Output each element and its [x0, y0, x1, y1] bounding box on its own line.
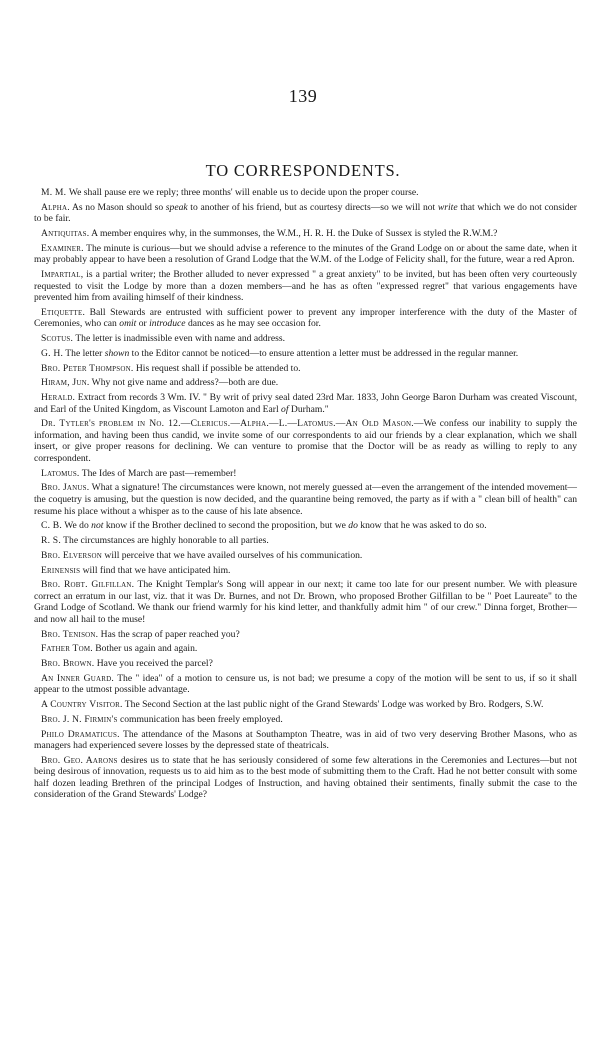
correspondent-name: Bro. Robt. Gilfillan.: [41, 579, 135, 591]
entry-text: As no Mason should so: [69, 201, 166, 213]
correspondent-name: Erinensis: [41, 564, 81, 576]
entry-text: is a partial writer; the Brother alluded to never expressed " a great anxiety" to be invited, but has been often very courteously requested to visit the Lodge by more than a dozen members—and he has as often "expressed regret" that various engagements have prevented him from availing himself of their kindness.: [34, 269, 577, 304]
correspondents-list: [34, 187, 577, 804]
emphasis-text: shown: [104, 347, 130, 359]
correspondent-entry: [34, 269, 577, 304]
correspondent-entry: [34, 363, 577, 375]
entry-text: know that he was asked to do so.: [357, 520, 487, 532]
entry-text: A member enquires why, in the summonses, the W.M., H. R. H. the Duke of Sussex is styled the R.W.M.?: [89, 228, 498, 240]
entry-text: Bother us again and again.: [92, 643, 198, 655]
correspondent-name: Bro. Elverson: [41, 549, 103, 561]
entry-text: The circumstances are highly honorable to all parties.: [60, 535, 269, 547]
correspondent-name: Scotus.: [41, 333, 74, 345]
correspondent-name: Alpha.: [41, 201, 70, 213]
correspondent-name: An Inner Guard.: [41, 672, 115, 684]
correspondent-name: M. M.: [41, 187, 69, 198]
correspondent-name: Bro. Brown.: [41, 658, 95, 670]
entry-text: The Knight Templar's Song will appear in our next; it came too late for our present number. We with pleasure correct an erratum in our last, viz. that it was Dr. Burnes, and not Dr. Brown, who proposed Brother Gilfillan to be " Poet Laureate" to the Grand Lodge of Scotland. We thank our friend warmly for his kind letter, and thankfully admit him " of our crew." Dinna forget, Brother—and now all hail to the muse!: [34, 579, 577, 625]
correspondent-name: R. S.: [41, 535, 61, 547]
correspondent-name: Antiquitas.: [41, 228, 90, 240]
correspondent-name: Bro. Geo. Aarons: [41, 754, 118, 766]
entry-text: to another of his friend, but as courtesy directs—so we will not: [187, 201, 438, 213]
emphasis-text: write: [437, 201, 458, 213]
entry-text: The Ides of March are past—remember!: [79, 467, 237, 479]
correspondent-name: Philo Dramaticus.: [41, 728, 120, 740]
correspondent-name: C. B.: [41, 520, 62, 532]
correspondent-name: Bro. J. N. Firmin's: [41, 713, 118, 725]
entry-text: desires us to state that he has seriously considered of some few alterations in the Ceremonies and Lectures—but not being desirous of innovation, requests us to aid him as to the best mode of submitting them to the Craft. Had he not better consult with some half dozen leading Brethren of the principal Lodges of Instruction, and having obtained their sentiments, finally submit the case to the consideration of the Grand Stewards' Lodge?: [34, 754, 577, 801]
entry-text: The Second Section at the last public night of the Grand Stewards' Lodge was worked by Bro. Rodgers, S.W.: [122, 699, 544, 711]
emphasis-text: introduce: [149, 318, 186, 330]
emphasis-text: not: [91, 520, 104, 532]
entry-text: What a signature! The circumstances were known, not merely guessed at—even the arrangement of the intended movement—the coquetry is amusing, but the question is now decided, and the quarantine being removed, the party as if with a " clean bill of health" can resume his place without a whisper as to the cause of his late absence.: [34, 482, 578, 517]
correspondent-name: Impartial,: [41, 269, 84, 281]
entry-text: The attendance of the Masons at Southampton Theatre, was in aid of two very deserving Brother Masons, who as managers had experienced severe losses by the depressed state of theatricals.: [34, 728, 577, 752]
entry-text: Has the scrap of paper reached you?: [98, 628, 240, 640]
correspondent-name: Bro. Janus.: [41, 482, 90, 494]
correspondent-name: Herald.: [41, 392, 76, 404]
entry-text: The " idea" of a motion to censure us, is not bad; we presume a copy of the motion will be sent to us, if so it shall appear to the utmost possible advantage.: [34, 672, 577, 696]
correspondent-entry: [34, 579, 577, 625]
entry-text: —We confess our inability to supply the information, and having been thus candid, we invite some of our correspondents to aid our friends by a clear explanation, which we shall insert, or give proper reasons for declining. We can venture to promise that the Doctor will be as ready as willing to reply to any correspondent.: [34, 418, 577, 464]
correspondent-entry: [34, 202, 577, 225]
correspondent-name: Bro. Peter Thompson.: [41, 362, 134, 374]
correspondent-entry: [34, 228, 577, 240]
entry-text: We do: [62, 520, 92, 532]
entry-text: The minute is curious—but we should advise a reference to the minutes of the Grand Lodge on or about the same date, when it may probably appear to have been a resolution of Grand Lodge that the W.M. of the Lodge of Felicity shall, for the future, wear a red Apron.: [34, 242, 577, 266]
correspondent-name: Bro. Tenison.: [41, 628, 99, 640]
correspondent-entry: [34, 468, 577, 480]
correspondent-name: Father Tom.: [41, 643, 93, 655]
correspondent-name: G. H.: [41, 347, 64, 359]
correspondent-entry: [34, 755, 577, 801]
entry-text: know if the Brother declined to second the proposition, but we: [103, 520, 349, 532]
entry-text: Have you received the parcel?: [94, 658, 213, 670]
correspondent-entry: [34, 333, 577, 345]
correspondent-entry: [34, 714, 577, 726]
entry-text: will perceive that we have availed ourselves of his communication.: [102, 549, 363, 561]
entry-text: that which we do not consider to be fair.: [34, 201, 577, 225]
entry-text: The letter: [63, 347, 105, 359]
correspondent-entry: [34, 550, 577, 562]
entry-text: Extract from records 3 Wm. IV. " By writ of privy seal dated 23rd Mar. 1833, John George Baron Durham was created Viscount, and Earl of the United Kingdom, as Viscount Lamoton and Earl: [34, 392, 577, 415]
correspondent-entry: [34, 535, 577, 547]
emphasis-text: do: [348, 520, 358, 532]
correspondent-entry: [34, 673, 577, 696]
correspondent-entry: [34, 392, 577, 415]
page-number: 139: [288, 86, 318, 106]
correspondent-entry: [34, 629, 577, 641]
correspondent-name: A Country Visitor.: [41, 699, 123, 711]
correspondent-entry: [34, 729, 577, 752]
entry-text: Durham.": [288, 403, 329, 415]
correspondent-entry: [34, 187, 577, 199]
entry-text: will find that we have anticipated him.: [80, 564, 231, 576]
entry-text: The letter is inadmissible even with name and address.: [73, 333, 285, 345]
entry-text: to the Editor cannot be noticed—to ensure attention a letter must be addressed in the regular manner.: [129, 347, 519, 359]
correspondent-entry: [34, 377, 577, 389]
correspondent-entry: [34, 243, 577, 266]
entry-text: or: [136, 318, 150, 330]
correspondent-name: Etiquette.: [41, 306, 86, 318]
entry-text: Ball Stewards are entrusted with sufficient power to prevent any improper interference with the duty of the Master of Ceremonies, who can: [34, 306, 577, 330]
correspondent-entry: [34, 482, 577, 517]
correspondent-name: Latomus.: [41, 467, 80, 479]
emphasis-text: omit: [119, 318, 137, 330]
correspondent-name: Hiram, Jun.: [41, 377, 90, 389]
correspondent-name: Examiner.: [41, 242, 84, 254]
entry-text: dances as he may see occasion for.: [185, 318, 321, 330]
page-title: TO CORRESPONDENTS.: [205, 161, 401, 181]
correspondent-entry: [34, 520, 577, 532]
correspondent-name: Dr. Tytler's problem in No. 12.—Clericus.—Alpha.—L.—Latomus.—An Old Mason.: [41, 418, 414, 430]
correspondent-entry: [34, 348, 577, 360]
entry-text: We shall pause ere we reply; three months' will enable us to decide upon the proper course.: [68, 187, 419, 198]
correspondent-entry: [34, 658, 577, 670]
correspondent-entry: [34, 643, 577, 655]
entry-text: His request shall if possible be attended to.: [133, 362, 301, 374]
entry-text: communication has been freely employed.: [117, 713, 283, 725]
correspondent-entry: [34, 565, 577, 577]
emphasis-text: of: [281, 403, 289, 415]
correspondent-entry: [34, 418, 577, 464]
correspondent-entry: [34, 307, 577, 330]
emphasis-text: speak: [165, 201, 188, 213]
entry-text: Why not give name and address?—both are due.: [89, 377, 279, 389]
correspondent-entry: [34, 699, 577, 711]
